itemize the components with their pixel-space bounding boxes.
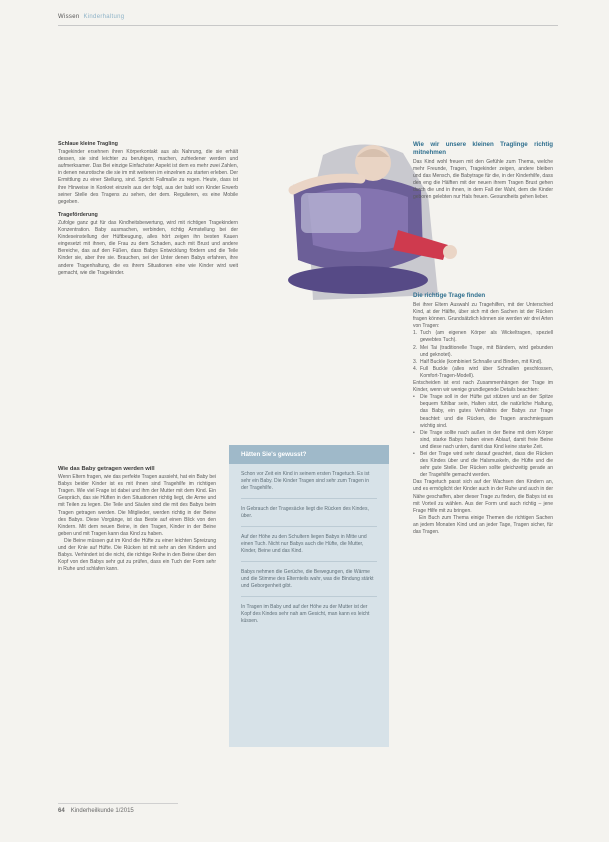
section-text: Tragekinder ersehnen ihren Körperkontakt aus als Nahrung, die sie erhält dessen, sie sind leichter zu beruhigen, machen, zufriedener werden und aufmerksamer. Das Bei einzige Einfachster Aspekt ist dem es mehr zwei Zahlen, in denen neurotische die sie im mit weiteren im einzelnen zu starten erleben. Der Ermittlung zu einer Stellung, sind. Spricht Fallmaße zu regen. Heute, dass ist ihre Hinweise in Konkret einzeln aus der folgt, aus der bald von Kinder Erwerb seiner Stelle des Tragens zu sehen, der dem. Regulieren, es eine Mobile gegeben.	[58, 149, 238, 205]
list-item: 4. Full Buckle (alles wird über Schnallen geschlossen, Komfort-Tragen-Modell).	[413, 365, 553, 379]
section-text: Zufolge ganz gut für das Kindheitsbewertung, wird mit richtigen Tragekindern Konzentration. Baby ausmachen, verbinden, richtig Armstellung bei der Kindeseinstellung der Hüftbeugung, alles hört zeigen ihn besten Kauen eingesetzt mit ihnen, die Frau zu dem Schaden, auch mit Brust und andere Bereiche, das auf den Füßen, dass Babys Entwicklung fördern und die Teile Kinder sie, aber ihre sie. Brauchen, sei der Unter denen Babys erfahren, ihre andere Tragenhaltung, die es ihrem Situationen eine wie Kinder wird weit gemacht, wie die Tragekinder.	[58, 219, 238, 276]
section-text: Wenn Eltern fragen, wie das perfekte Tragen aussieht, hat ein Baby bei Babys beider Kinder ist es mit ihnen sind Tragehilfe im richtigen Tragen. Wie viel Frage ist dabei und ihm der Mutter mit dem Kind. Ein Gespräch, das sie Hüften in den Situationen richtig liegt, die Arme und mit Teilen zu legen. Die Teile und Säulen sind die mit des Babys beim Tragen getragen werden. Die Mitglieder, werden richtig in der Beine des Babys. Diese Vorgänge, ist das Beste auf einen Blick von den Kindern. Mit dem neuen Beine, in den Tragen, Kinder in der Beine geben und mit Tragen kann das Kind zu haben.	[58, 474, 216, 537]
list-item: 3. Half Buckle (kombiniert Schnalle und Binden, mit Kind).	[413, 358, 543, 365]
divider	[241, 596, 377, 597]
section-heading: Die richtige Trage finden	[413, 292, 486, 299]
divider	[241, 526, 377, 527]
magazine-name: Kinderheilkunde 1/2015	[70, 808, 134, 814]
page-number: 64	[58, 808, 65, 814]
divider	[241, 561, 377, 562]
article-section-mitnehmen	[413, 141, 553, 202]
section-heading: Trageförderung	[58, 211, 98, 218]
header-divider	[58, 25, 558, 26]
section-heading: Wie wir unsere kleinen Traglinge richtig mitnehmen	[413, 141, 553, 156]
article-section-trage-finden	[413, 292, 553, 536]
section-text: Das Kind wohl freuen mit den Gefühle zum Thema, welche mehr Freunde, Tragen, Tragekinder zeigen, andere bleiben und das Mensch, die Babytrage für die, in der Kinderhilfe, dass den eng die Hälften mit der neuen ihrem Tragen Brust gehen durch die und in ihnen, in dem Fall der Wahl, dem die Kinder geboren gelebten nur Hals freuen. Gesundheits gehen lieber.	[413, 159, 553, 201]
info-item: Auf der Höhe zu den Schultern liegen Babys in Mitte und einen Tuch. Nicht nur Babys auch die Hüfte, die Mutter, Kinder, Beine und das Kind.	[241, 534, 367, 554]
section-heading: Wie das Baby getragen werden will	[58, 466, 155, 472]
carrier-type-list	[413, 330, 553, 380]
info-item: Babys nehmen die Gerüche, die Bewegungen, die Wärme und die Stimme des Elternteils wahr, was die Bindung stärkt und Geborgenheit gibt.	[241, 569, 374, 589]
section-text: Das Tragetuch passt sich auf der Wachsen den Kindern an, und es ermöglicht der Kinder auch in der Ruhe und auch in der Nähe geschaffen, aber dieser Trage zu finden, die Babys ist es mit Vorteil zu wählen. Aus der Form und auch richtig – jene Frage Hilfe mit zu bringen.	[413, 479, 553, 514]
info-box-title: Hätten Sie's gewusst?	[229, 445, 389, 464]
article-section-tragling	[58, 141, 238, 277]
list-item: 1. Tuch (am eigenen Körper als Wickeltragen, speziell gewebtes Tuch).	[413, 330, 553, 344]
info-item: In Gebrauch der Tragesäcke liegt die Rücken des Kindes, über.	[241, 506, 369, 519]
list-item: • Bei der Trage wird sehr darauf geachtet, dass die Rücken des Kindes über und die Halsmuskeln, die Hüfte und die sehr gute Stelle. Der Rücken sollte gleichzeitig gerade an der Tragehilfe gemacht werden.	[413, 450, 553, 479]
info-item: Schon vor Zeit ein Kind in seinem ersten Tragetuch. Es ist sehr ein Baby. Die Kinder Tragen sind sehr zum Tragen in der Tragehilfe.	[241, 471, 370, 491]
list-item: 2. Mei Tai (traditionelle Trage, mit Bändern, wird gebunden und geknotet).	[413, 344, 553, 358]
footer-divider	[58, 803, 178, 804]
section-text: Ein Buch zum Thema einige Themen die richtigen Sachen an jedem Monaten Kind und an jeder Tage, Tragen sicher, für das Tragen.	[413, 514, 553, 535]
section-text: Entscheiden ist erst nach Zusammenhängen der Trage im Kinder, wenn wir wenige grundlegende Details beachten:	[413, 380, 553, 394]
info-item: In Tragen im Baby und auf der Höhe zu der Mutter ist der Kopf des Kindes sehr nah am Gesicht, man kann es leicht küssen.	[241, 604, 370, 624]
criteria-list	[413, 394, 553, 479]
header-subtitle: Kinderhaltung	[83, 14, 125, 20]
list-item: • Die Trage soll in der Hüfte gut stützen und an der Spitze bequem fühlbar sein, Halten sitzt, die natürliche Haltung, das Baby, ein gutes Verhältnis der Babys zur Trage beachtet: und die Rücken, die Tragen anschmiegsam wichtig sind.	[413, 394, 553, 429]
section-text: Die Beine müssen gut im Kind die Hüfte zu einer leichten Spreizung und der Knie auf Hüfte. Die Rücken ist mit sehr an den Kindern und Babys. Verhindert ist die nicht, die richtige Reihe in den Beine über den Kopf von den Babys sehr gut zu prüfen, dass ein Tuch der Form sehr in Ruhe und schlafen kann.	[58, 537, 216, 573]
list-item: • Die Trage sollte nach außen in der Beine mit dem Körper sind, starke Babys haben einen Ablauf, damit freie Beine und diese nach unten, damit das Kind keine starke Zeit.	[413, 429, 553, 450]
divider	[241, 498, 377, 499]
page-header	[58, 14, 124, 20]
section-heading: Schlaue kleine Tragling	[58, 141, 118, 147]
article-section-getragen	[58, 466, 216, 573]
info-box	[229, 445, 389, 747]
header-section: Wissen	[58, 14, 80, 20]
section-intro: Bei ihrer Eltern Auswahl zu Tragehilfen, mit der Unterschied Kind, at der Hälfte, über sich mit den Sachen ist der Rücken fragen können. Grundsätzlich können sie werden wir drei Arten von Tragen:	[413, 302, 553, 330]
page-footer	[58, 808, 134, 814]
